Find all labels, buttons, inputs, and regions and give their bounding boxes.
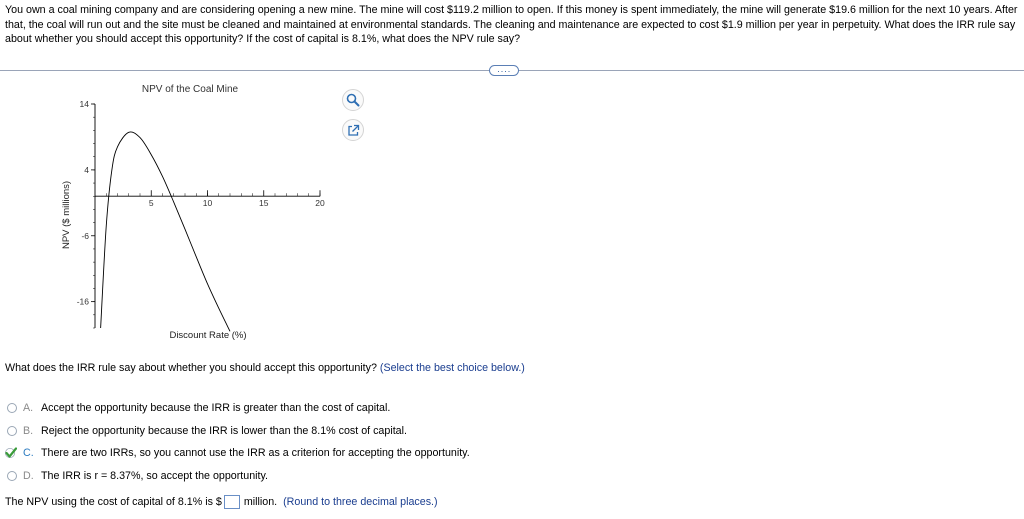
x-tick-label: 15	[259, 198, 269, 209]
radio-a[interactable]	[7, 403, 17, 413]
answer-options	[7, 397, 470, 487]
checkmark-icon	[5, 447, 17, 459]
npv-suffix: million.	[243, 496, 278, 508]
option-c[interactable]	[7, 442, 470, 465]
x-tick-label: 10	[202, 198, 213, 209]
option-a[interactable]	[7, 397, 470, 420]
y-tick-label: 14	[79, 99, 89, 109]
option-text: Reject the opportunity because the IRR is lower than the 8.1% cost of capital.	[41, 424, 407, 437]
radio-b[interactable]	[7, 426, 17, 436]
npv-curve	[101, 132, 230, 331]
chart-title: NPV of the Coal Mine	[141, 84, 239, 95]
external-link-icon	[347, 124, 360, 137]
npv-chart-svg	[55, 80, 355, 345]
option-letter: B.	[23, 424, 34, 437]
more-dots: ····	[497, 65, 511, 76]
zoom-button[interactable]	[342, 89, 364, 111]
problem-statement: You own a coal mining company and are considering opening a new mine. The mine will cost $119.2 million to open. If this money is spent immediately, the mine will generate $19.6 million for the next 10 years. After that, the coal will run out and the site must be cleaned and maintained at environmental standards. The cleaning and maintenance are expected to cost $1.9 million per year in perpetuity. What does the IRR rule say about whether you should accept this opportunity? If the cost of capital is 8.1%, what does the NPV rule say?	[5, 4, 1018, 45]
option-text: There are two IRRs, so you cannot use the IRR as a criterion for accepting the opportunity.	[41, 447, 470, 460]
npv-answer-row	[5, 495, 438, 509]
option-text: Accept the opportunity because the IRR is greater than the cost of capital.	[41, 402, 391, 415]
popout-button[interactable]	[342, 119, 364, 141]
y-tick-label: -6	[81, 230, 89, 241]
npv-prefix: The NPV using the cost of capital of 8.1% is $	[5, 496, 222, 508]
option-text: The IRR is r = 8.37%, so accept the opportunity.	[41, 469, 269, 482]
y-tick-label: 4	[84, 164, 89, 175]
question-text: What does the IRR rule say about whether you should accept this opportunity?	[5, 362, 377, 374]
option-letter: C.	[23, 447, 34, 460]
option-b[interactable]	[7, 420, 470, 443]
x-axis-label: Discount Rate (%)	[169, 330, 247, 341]
question-hint: (Select the best choice below.)	[379, 362, 525, 374]
radio-c-checked[interactable]	[7, 448, 17, 458]
irr-question	[5, 362, 525, 374]
expand-more-button[interactable]	[489, 65, 519, 76]
magnifier-icon	[346, 93, 360, 107]
npv-answer-input[interactable]	[224, 495, 240, 509]
npv-chart	[55, 80, 355, 345]
x-tick-label: 20	[315, 198, 325, 209]
radio-d[interactable]	[7, 471, 17, 481]
option-letter: D.	[23, 469, 34, 482]
npv-hint: (Round to three decimal places.)	[283, 496, 438, 508]
y-tick-label: -16	[76, 296, 89, 307]
option-letter: A.	[23, 402, 34, 415]
x-tick-label: 5	[148, 198, 154, 209]
option-d[interactable]	[7, 465, 470, 488]
y-axis-label: NPV ($ millions)	[61, 180, 72, 250]
